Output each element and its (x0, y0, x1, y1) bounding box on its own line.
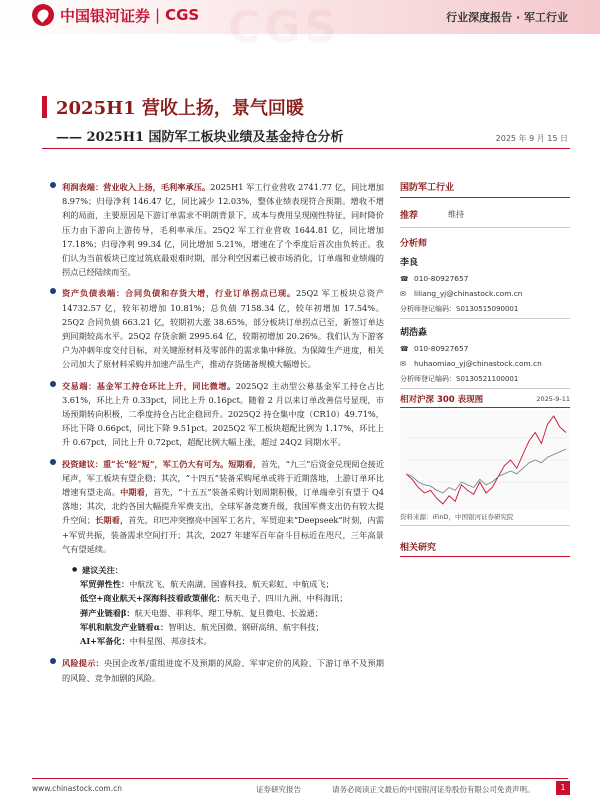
email-icon: ✉ (400, 289, 406, 298)
report-subtitle: —— 2025H1 国防军工板块业绩及基金持仓分析 (56, 130, 344, 145)
bullet-dot-icon (50, 459, 56, 465)
rating-row (400, 208, 570, 221)
suggestion-item (72, 634, 384, 648)
mid-term-label: 中期看， (120, 487, 154, 498)
phone-text: 010-80927657 (414, 274, 469, 283)
suggestion-key: 军机和航发产业链看α： (80, 621, 169, 632)
bullet-investment-advice (62, 457, 384, 556)
analyst-license: 分析师登记编码：S0130521100001 (400, 374, 570, 389)
bullet-text: 首先，印巴冲突擦亮中国军工名片，军贸迎来“Deepseek”时刻，内需+军贸共振，装备需求空间打开；其次，2027 年建军百年奋斗目标近在咫尺，三年高景气有望延续。 (62, 515, 384, 554)
bullet-text: 2025Q2 主动型公募基金军工持仓占比 3.61%，环比上升 0.33pct，同比上升 0.16pct。随着 2 月以来订单改善信号显现，市场预期转向积极，二季度持仓占比企稳回升。2025Q2 持仓集中度（CR10）49.71%，环比下降 0.66pct，同比下降 9.51pct。2025Q2 军工板块超配比例为 1.17%，环比上升 0.67pct，同比上升 0.72pct，超配比例大幅上涨，超过 24Q2 同期水平。 (62, 380, 384, 448)
bullet-lead: 资产负债表端：合同负债和存货大增，行业订单拐点已现。 (62, 288, 297, 299)
logo-separator: | (155, 6, 161, 24)
bullet-income-statement (62, 180, 384, 279)
analyst-email[interactable] (400, 289, 570, 298)
phone-icon: ☎ (400, 274, 409, 283)
suggestion-list (72, 563, 384, 648)
phone-icon: ☎ (400, 344, 409, 353)
analyst-email[interactable] (400, 359, 570, 368)
logo-text-en: CGS (165, 6, 200, 24)
related-research-heading: 相关研究 (400, 540, 570, 557)
bullet-text: 首先，“九三”后资金兑现阅仓接近尾声，军工板块有望企稳；其次，“十四五”装备采购尾单或将于近期落地，上游订单环比增速有望走高。 (62, 458, 385, 498)
page-number: 1 (556, 781, 570, 795)
bullet-trading (62, 379, 384, 450)
footer-disclaimer: 请务必阅读正文最后的中国银河证券股份有限公司免责声明。 (332, 785, 535, 794)
chart-title: 相对沪深 300 表现图 (400, 395, 484, 405)
suggestion-key: 军贸弹性性： (80, 579, 130, 590)
title-divider (42, 148, 570, 149)
bullet-dot-icon (50, 658, 56, 664)
chart-source: 资料来源：iFinD，中国银河证券研究院 (400, 512, 570, 526)
main-content (62, 180, 384, 692)
bullet-risk (62, 656, 384, 684)
suggestion-value: 航天电器、菲利华、理工导航、复旦微电、长盈通； (134, 607, 323, 618)
analyst-name: 李良 (400, 258, 419, 268)
report-title: 2025H1 营收上扬，景气回暖 (56, 98, 304, 119)
rating-value: 维持 (448, 210, 464, 219)
email-text[interactable]: huhaomiao_yj@chinastock.com.cn (414, 359, 542, 368)
bullet-text: 央国企改革/重组进度不及预期的风险、军审定价的风险、下游订单不及预期的风险、竞争加剧的风险。 (62, 658, 384, 683)
bullet-lead: 风险提示： (62, 658, 105, 669)
long-term-label: 长期看， (95, 515, 129, 526)
suggestion-title: ● 建议关注： (72, 563, 384, 577)
bullet-lead: 交易端：基金军工持仓环比上升，同比微增。 (62, 380, 236, 391)
email-icon: ✉ (400, 359, 406, 368)
footer-label: 证券研究报告 (256, 785, 301, 794)
suggestion-key: AI+军备化： (80, 636, 130, 647)
suggestion-item (72, 577, 384, 591)
rating-label: 推荐 (400, 211, 419, 221)
relative-performance-chart (400, 410, 570, 510)
suggestion-item (72, 620, 384, 634)
title-accent-bar (42, 96, 47, 118)
bullet-dot-icon (50, 381, 56, 387)
bullet-balance-sheet (62, 286, 384, 371)
report-date: 2025 年 9 月 15 日 (495, 134, 568, 143)
chart-date: 2025-9-11 (536, 395, 570, 403)
footer-site[interactable]: www.chinastock.com.cn (32, 784, 122, 793)
suggestion-key: 低空+商业航天+深海科技看政策催化： (80, 593, 225, 604)
analyst-name: 胡浩淼 (400, 328, 428, 338)
chart-header (400, 393, 570, 408)
rating-divider (400, 227, 570, 228)
suggestion-value: 智明达、航光国微、钢研高纳、航宇科技； (168, 621, 324, 632)
suggestion-value: 中科星图、邦彦技术。 (129, 636, 212, 647)
suggestion-item (72, 591, 384, 605)
bullet-text: 2025H1 军工行业营收 2741.77 亿，同比增加 8.97%；归母净利 146.47 亿，同比减少 12.03%，整体业绩表现符合预期。增收不增利的局面，主要原因是下游订单需求不明朗背景下，成本与费用呈现刚性特征，同时降价压力由下游向上游传导，毛利率承压。25Q2 军工行业营收 1644.81 亿，同比增加 17.18%；归母净利 99.34 亿，同比增加 5.21%，增速在了个季度后首次由负转正。我们认为当前板块已度过筑底最艰难时期，部分利空因素已被市场消化，订单端和业绩端的拐点已经陆续而至。 (62, 182, 384, 278)
analyst-phone (400, 344, 570, 353)
suggestion-item (72, 606, 384, 620)
bullet-text: 25Q2 军工板块总资产 14732.57 亿，较年初增加 10.81%；总负债 7158.34 亿，较年初增加 17.54%。25Q2 合同负债 663.21 亿，较期初大涨 38.65%，部分板块订单拐点已至，新签订单达到同期较高水平。25Q2 存货余额 2995.64 亿，较期初增加 20.26%。我们认为下游客户为冲刺年度交付目标，对关键原材料及零部件的需求集中释放。为保障生产进度，相关公司加大了原材料采购并加速产品生产，推动存货储备规模大幅增长。 (62, 288, 384, 370)
logo-mark-icon (32, 4, 54, 26)
footer-divider (32, 778, 568, 779)
email-text[interactable]: liliang_yj@chinastock.com.cn (414, 289, 523, 298)
header-watermark: CGS (228, 2, 341, 53)
analyst-heading: 分析师 (400, 239, 428, 249)
phone-text: 010-80927657 (414, 344, 469, 353)
report-type: 行业深度报告 · 军工行业 (446, 11, 568, 24)
suggestion-key: 弹产业链看β： (80, 607, 135, 618)
industry-label: 国防军工行业 (400, 180, 570, 198)
logo-text-cn: 中国银河证券 (60, 6, 151, 25)
analyst-license: 分析师登记编码：S0130515090001 (400, 304, 570, 319)
suggestion-value: 中航沈飞、航天南湖、国睿科技、航天彩虹、中航成飞； (129, 579, 334, 590)
short-term-label: 短期看， (228, 458, 261, 469)
bullet-text: 首先，“十五五”装备采购计划周期积极，订单端牵引有望于 Q4 落地；其次，北约各国大幅提升军费支出，全球军备竞赛升级，我国军费支出仍有较大提升空间； (62, 487, 384, 526)
bullet-lead: 利润表端：营业收入上扬，毛利率承压。 (62, 182, 211, 192)
bullet-dot-icon (50, 288, 56, 294)
suggestion-value: 航天电子、四川九洲、中科海讯； (224, 593, 348, 604)
sidebar (400, 180, 570, 557)
company-logo (32, 4, 199, 26)
analyst-phone (400, 274, 570, 283)
bullet-lead: 投资建议：重“长”轻“短”，军工仍大有可为。 (62, 458, 229, 469)
bullet-dot-icon (50, 182, 56, 188)
